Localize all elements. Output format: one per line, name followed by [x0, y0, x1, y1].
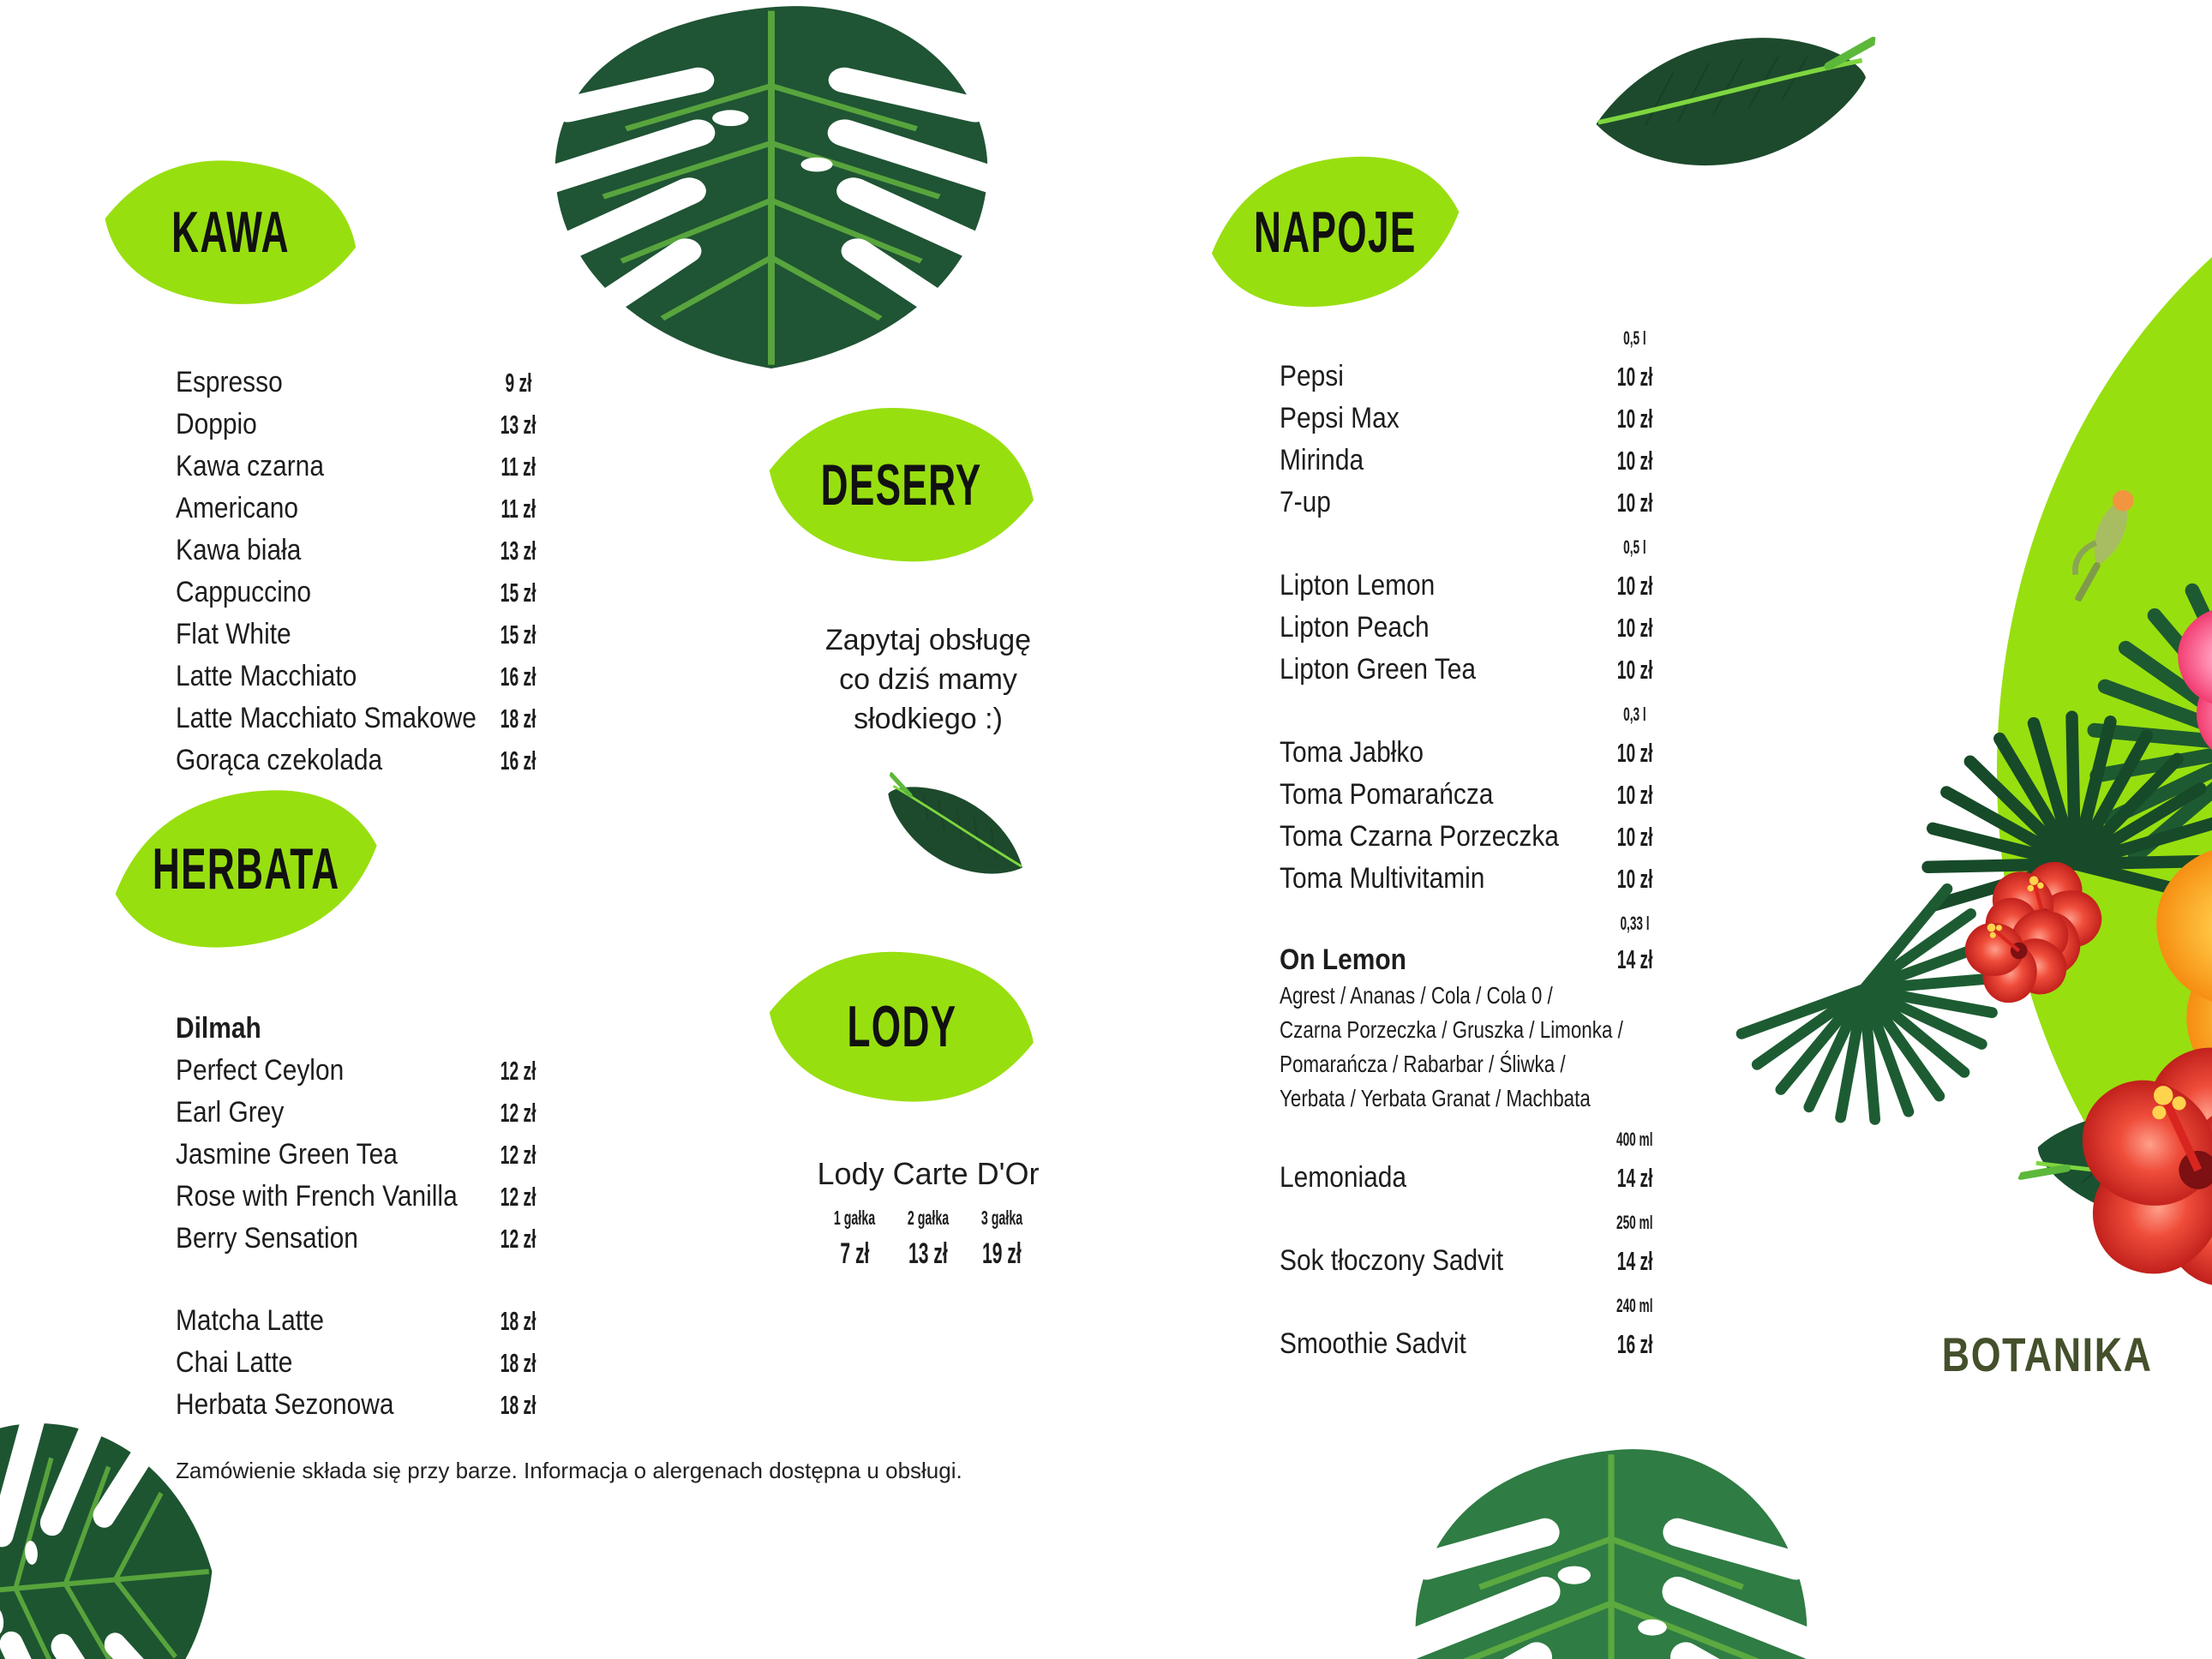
menu-row	[1280, 816, 1699, 858]
menu-row	[1280, 907, 1699, 941]
lody-option-price: 19 zł	[982, 1237, 1022, 1270]
lody-price-table	[746, 1207, 1111, 1271]
menu-row	[1280, 1206, 1699, 1240]
lody-option	[818, 1207, 891, 1271]
item-name: Perfect Ceylon	[176, 1054, 345, 1087]
item-price: 10 zł	[1616, 445, 1653, 476]
desery-note-line: Zapytaj obsługę	[824, 624, 1032, 656]
item-price: 18 zł	[501, 1305, 537, 1336]
menu-row	[1280, 1047, 1699, 1081]
menu-row	[1280, 356, 1699, 398]
section-title-kawa: KAWA	[171, 200, 290, 265]
item-price: 16 zł	[1616, 1328, 1653, 1359]
item-name: Yerbata / Yerbata Granat / Machbata	[1280, 1085, 1591, 1111]
menu-row	[176, 488, 578, 530]
menu-row	[176, 1342, 578, 1384]
item-name: Smoothie Sadvit	[1280, 1327, 1466, 1360]
lody-option	[891, 1207, 965, 1271]
section-title-lody: LODY	[847, 994, 956, 1059]
item-name: Lemoniada	[1280, 1161, 1407, 1194]
menu-row	[176, 656, 578, 698]
item-price: 10 zł	[1616, 403, 1653, 434]
item-price: 0,33 l	[1620, 913, 1650, 934]
item-price: 0,5 l	[1623, 536, 1646, 558]
menu-row	[176, 404, 578, 446]
section-title-napoje: NAPOJE	[1254, 199, 1417, 265]
item-price: 240 ml	[1616, 1295, 1653, 1316]
item-price: 16 zł	[501, 745, 537, 776]
item-name: Czarna Porzeczka / Gruszka / Limonka /	[1280, 1016, 1623, 1043]
item-price: 18 zł	[501, 1389, 537, 1420]
item-name: Doppio	[176, 408, 257, 440]
menu-row	[1280, 1289, 1699, 1323]
item-name: Mirinda	[1280, 444, 1364, 476]
menu-row	[176, 1384, 578, 1426]
menu-row	[176, 1260, 578, 1300]
item-name: Kawa biała	[176, 534, 302, 566]
menu-row	[176, 1218, 578, 1260]
item-price: 11 zł	[501, 493, 537, 524]
item-price	[1586, 979, 1684, 1013]
lody-subtitle: Lody Carte D'Or	[817, 1156, 1040, 1191]
item-name: Latte Macchiato	[176, 660, 357, 692]
desery-note-line: co dziś mamy	[839, 663, 1017, 696]
item-price	[1586, 1047, 1684, 1081]
item-name: Toma Jabłko	[1280, 736, 1424, 769]
menu-row	[176, 530, 578, 572]
item-price: 18 zł	[501, 703, 537, 734]
item-name: Gorąca czekolada	[176, 744, 383, 776]
item-price: 14 zł	[1616, 1162, 1653, 1193]
menu-row	[1280, 941, 1699, 979]
lody-option	[965, 1207, 1039, 1271]
tropical-flower-cluster	[1834, 368, 2212, 1294]
item-price: 10 zł	[1616, 863, 1653, 894]
menu-row	[176, 362, 578, 404]
section-badge-lody	[765, 945, 1038, 1108]
section-title-herbata: HERBATA	[152, 836, 340, 901]
desery-note	[746, 620, 1111, 739]
item-name: Sok tłoczony Sadvit	[1280, 1244, 1504, 1277]
item-price: 12 zł	[501, 1181, 537, 1212]
item-name: Matcha Latte	[176, 1304, 324, 1337]
botanika-logo	[1915, 1327, 2153, 1382]
menu-row	[1280, 649, 1699, 691]
menu-row	[1280, 1081, 1699, 1116]
item-price: 9 zł	[505, 367, 532, 398]
napoje-list	[1280, 314, 1699, 1365]
item-name: Jasmine Green Tea	[176, 1138, 398, 1171]
menu-row	[1280, 698, 1699, 732]
item-name: Toma Czarna Porzeczka	[1280, 820, 1559, 853]
menu-row	[1280, 1123, 1699, 1157]
section-badge-napoje	[1207, 153, 1464, 311]
menu-row	[1280, 1323, 1699, 1365]
menu-row	[176, 446, 578, 488]
item-name: Toma Multivitamin	[1280, 862, 1485, 895]
menu-row	[1280, 440, 1699, 482]
monstera-leaf-icon	[544, 0, 998, 390]
item-price: 18 zł	[501, 1347, 537, 1378]
item-price: 10 zł	[1616, 612, 1653, 643]
item-price: 10 zł	[1616, 487, 1653, 518]
menu-row	[1280, 858, 1699, 900]
item-price: 12 zł	[501, 1139, 537, 1170]
item-price: 400 ml	[1616, 1129, 1653, 1150]
menu-row	[1280, 398, 1699, 440]
item-name: Pepsi	[1280, 360, 1344, 392]
lody-option-label: 3 gałka	[980, 1207, 1023, 1229]
menu-row	[1280, 1013, 1699, 1047]
menu-row	[176, 572, 578, 614]
item-name: Americano	[176, 492, 299, 524]
item-name: Earl Grey	[176, 1096, 285, 1129]
item-price: 11 zł	[501, 451, 537, 482]
menu-row	[1280, 482, 1699, 524]
monstera-leaf-icon	[1406, 1418, 1817, 1659]
menu-row	[176, 1176, 578, 1218]
item-price	[476, 1260, 561, 1300]
item-name: Lipton Lemon	[1280, 569, 1436, 602]
menu-row	[1280, 979, 1699, 1013]
menu-row	[1280, 1157, 1699, 1199]
item-name: Cappuccino	[176, 576, 312, 608]
item-name: Berry Sensation	[176, 1222, 358, 1255]
item-price: 0,3 l	[1623, 704, 1646, 725]
lody-option-price: 13 zł	[908, 1237, 948, 1270]
item-name: Herbata Sezonowa	[176, 1388, 394, 1421]
menu-row	[176, 1134, 578, 1176]
item-price: 10 zł	[1616, 361, 1653, 392]
menu-row	[176, 740, 578, 782]
menu-row	[176, 614, 578, 656]
item-price: 10 zł	[1616, 570, 1653, 601]
hibiscus-flower-icon	[1928, 853, 2212, 1171]
item-price: 14 zł	[1616, 1245, 1653, 1276]
botanika-logo-text: BOTANIKA	[1941, 1327, 2153, 1381]
herbata-list	[176, 1008, 578, 1426]
item-name: Lipton Peach	[1280, 611, 1430, 644]
menu-row	[1280, 565, 1699, 607]
lody-option-label: 1 gałka	[833, 1207, 876, 1229]
menu-row	[1280, 732, 1699, 774]
item-price: 10 zł	[1616, 654, 1653, 685]
lody-option-price: 7 zł	[840, 1237, 869, 1270]
item-price: 16 zł	[501, 661, 537, 692]
section-badge-herbata	[110, 787, 382, 951]
menu-row	[1280, 607, 1699, 649]
section-badge-desery	[765, 401, 1038, 568]
section-badge-kawa	[101, 154, 360, 310]
item-price: 14 zł	[1616, 944, 1653, 974]
item-name: Chai Latte	[176, 1346, 293, 1379]
item-name: Toma Pomarańcza	[1280, 778, 1494, 811]
item-name: Pomarańcza / Rabarbar / Śliwka /	[1280, 1051, 1566, 1077]
item-name: On Lemon	[1280, 943, 1406, 976]
menu-row	[176, 1092, 578, 1134]
menu-row	[176, 698, 578, 740]
item-price: 12 zł	[501, 1223, 537, 1254]
item-name: Latte Macchiato Smakowe	[176, 702, 477, 734]
kawa-list	[176, 362, 578, 782]
item-name: Espresso	[176, 366, 283, 398]
item-name: Pepsi Max	[1280, 402, 1400, 434]
allergen-note: Zamówienie składa się przy barze. Informacja o alergenach dostępna u obsługi.	[176, 1458, 962, 1483]
menu-row	[1280, 530, 1699, 565]
item-price: 12 zł	[501, 1055, 537, 1086]
lody-option-label: 2 gałka	[907, 1207, 950, 1229]
item-price: 10 zł	[1616, 779, 1653, 810]
rubber-leaf-icon	[1586, 3, 1876, 194]
item-name: 7-up	[1280, 486, 1331, 518]
menu-row	[1280, 1240, 1699, 1282]
desery-note-line: słodkiego :)	[854, 703, 1003, 735]
item-name: Flat White	[176, 618, 291, 650]
menu-row	[176, 1050, 578, 1092]
item-name: Lipton Green Tea	[1280, 653, 1477, 686]
menu-row	[176, 1300, 578, 1342]
section-title-desery: DESERY	[821, 452, 982, 518]
menu-row	[1280, 321, 1699, 356]
item-price: 13 zł	[501, 535, 537, 566]
item-price: 12 zł	[501, 1097, 537, 1128]
item-price	[476, 1008, 561, 1050]
item-name: Dilmah	[176, 1012, 261, 1045]
menu-row	[176, 1008, 578, 1050]
item-price: 10 zł	[1616, 821, 1653, 852]
small-leaf-icon	[871, 770, 1041, 890]
item-name: Rose with French Vanilla	[176, 1180, 458, 1213]
item-price: 15 zł	[501, 619, 537, 650]
item-price: 10 zł	[1616, 737, 1653, 768]
menu-row	[1280, 774, 1699, 816]
item-price: 250 ml	[1616, 1212, 1653, 1233]
item-name: Kawa czarna	[176, 450, 324, 482]
monstera-leaf-icon	[0, 1398, 246, 1659]
item-name: Agrest / Ananas / Cola / Cola 0 /	[1280, 982, 1553, 1009]
item-price: 13 zł	[501, 409, 537, 440]
item-price: 0,5 l	[1623, 327, 1646, 349]
item-price	[1586, 1081, 1684, 1116]
item-price	[1586, 1013, 1684, 1047]
item-price: 15 zł	[501, 577, 537, 608]
